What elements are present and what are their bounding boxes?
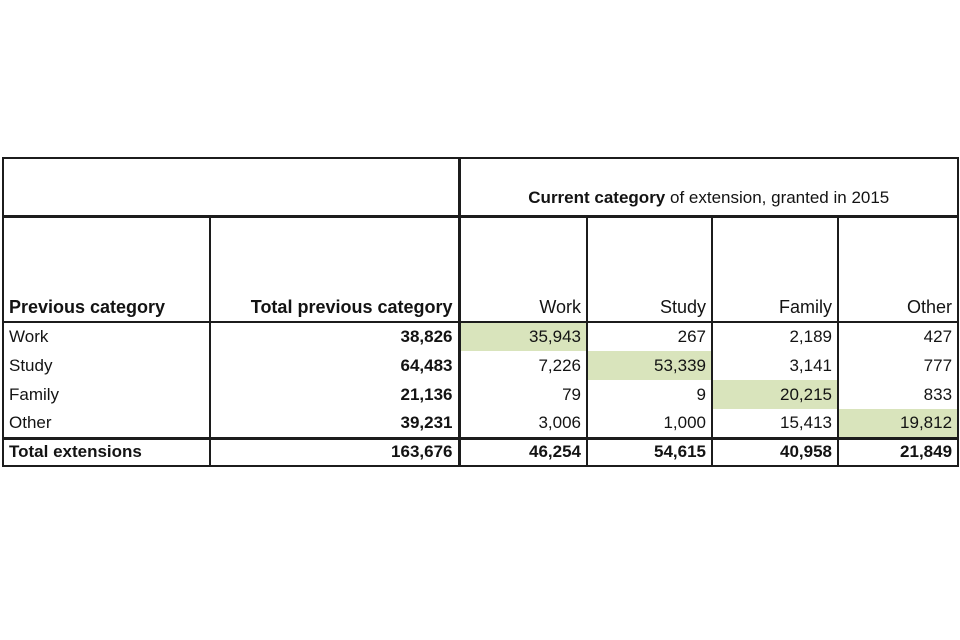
row-total: 64,483	[210, 351, 459, 380]
cell-other-other-highlighted: 19,812	[838, 409, 958, 438]
current-category-header-row	[3, 158, 958, 216]
table-row-family	[3, 380, 958, 409]
row-total: 39,231	[210, 409, 459, 438]
cell-study-work: 7,226	[459, 351, 587, 380]
table-row-total-extensions	[3, 438, 958, 466]
total-row-label: Total extensions	[3, 438, 210, 466]
table-row-other	[3, 409, 958, 438]
row-total: 38,826	[210, 322, 459, 351]
row-label: Family	[9, 384, 60, 404]
cell-work-family: 2,189	[712, 322, 838, 351]
column-header-family: Family	[712, 216, 838, 322]
cell-work-work-highlighted: 35,943	[459, 322, 587, 351]
cell-family-study: 9	[587, 380, 712, 409]
row-label: Other	[9, 412, 52, 432]
cell-family-family-highlighted: 20,215	[712, 380, 838, 409]
row-label: Work	[9, 327, 49, 346]
grand-total: 163,676	[210, 438, 459, 466]
cell-other-study: 1,000	[587, 409, 712, 438]
total-other: 21,849	[838, 438, 958, 466]
cell-family-work: 79	[459, 380, 587, 409]
cell-other-family: 15,413	[712, 409, 838, 438]
cell-study-study-highlighted: 53,339	[587, 351, 712, 380]
cell-other-work: 3,006	[459, 409, 587, 438]
total-study: 54,615	[587, 438, 712, 466]
column-header-study: Study	[587, 216, 712, 322]
column-labels-row	[3, 216, 958, 322]
total-family: 40,958	[712, 438, 838, 466]
current-category-subtitle: of extension, granted in 2015	[665, 187, 890, 207]
column-header-other: Other	[838, 216, 958, 322]
extensions-cross-table	[2, 157, 959, 467]
table-row-work	[3, 322, 958, 351]
table-row-study	[3, 351, 958, 380]
column-header-work: Work	[459, 216, 587, 322]
previous-category-header: Previous category	[3, 216, 210, 322]
empty-corner-cell	[3, 158, 459, 216]
total-previous-category-header: Total previous category	[210, 216, 459, 322]
row-label: Study	[9, 355, 53, 375]
cell-study-family: 3,141	[712, 351, 838, 380]
cell-study-other: 777	[838, 351, 958, 380]
current-category-title: Current category	[528, 187, 666, 207]
current-category-header-cell	[459, 158, 958, 216]
cell-work-other: 427	[838, 322, 958, 351]
cell-work-study: 267	[587, 322, 712, 351]
row-total: 21,136	[210, 380, 459, 409]
cell-family-other: 833	[838, 380, 958, 409]
total-work: 46,254	[459, 438, 587, 466]
